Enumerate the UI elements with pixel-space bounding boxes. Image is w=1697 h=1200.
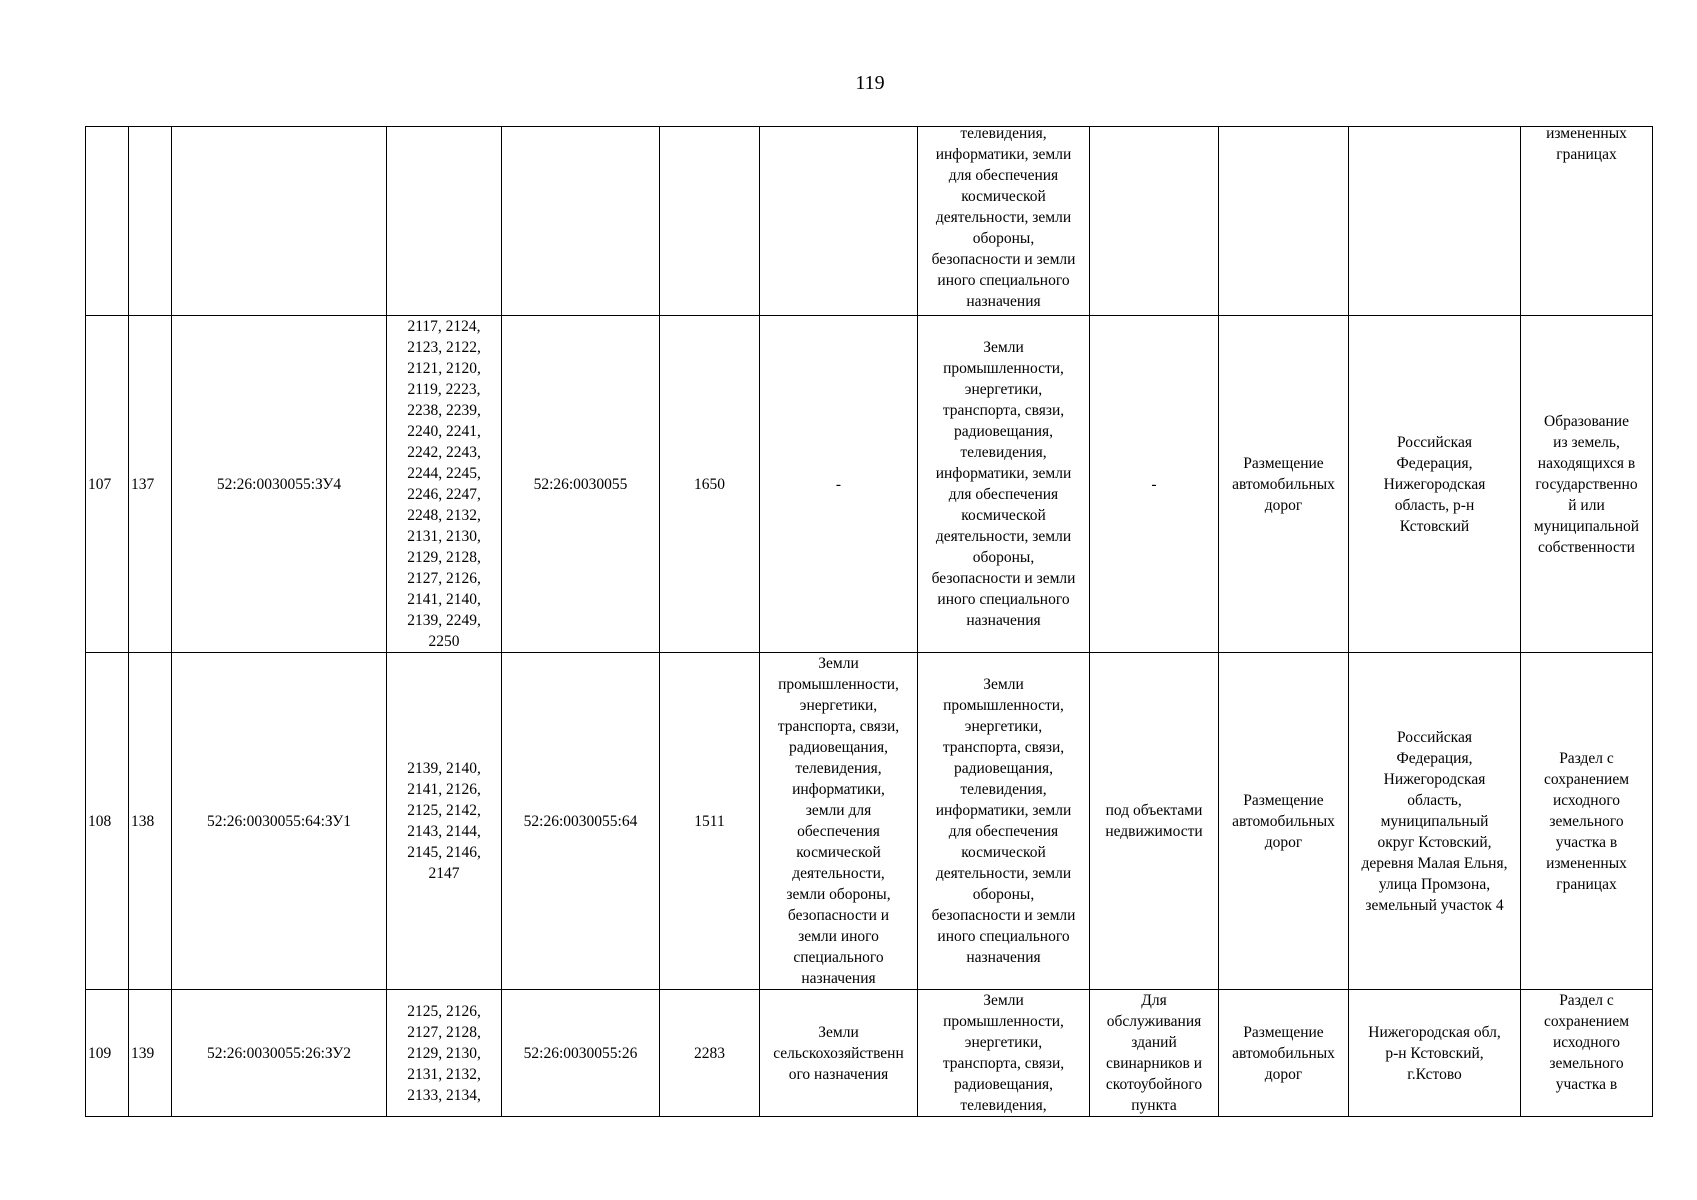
- land-category-before: -: [760, 316, 918, 653]
- plot-address: [1349, 316, 1521, 653]
- source-cadastral-number: [502, 127, 660, 316]
- permitted-use-after: [1219, 316, 1349, 653]
- permitted-use-after: [1219, 653, 1349, 990]
- land-category-before-text: Земли промышленности, энергетики, транспорта, связи, радиовещания, телевидения, информатики, земли для обеспечения космической деятельности, земли обороны, безопасности и земли иного специального назначения: [777, 655, 900, 987]
- boundary-points: [387, 127, 502, 316]
- plot-id: [129, 127, 172, 316]
- plot-address: [1349, 653, 1521, 990]
- land-category-before: [760, 127, 918, 316]
- formation-method: [1521, 316, 1653, 653]
- table-row: [86, 990, 1653, 1117]
- boundary-points-text: 2139, 2140, 2141, 2126, 2125, 2142, 2143, 2144, 2145, 2146, 2147: [407, 760, 481, 882]
- table-row: [86, 127, 1653, 316]
- source-cadastral-number: 52:26:0030055: [502, 316, 660, 653]
- formation-method-text: Раздел с сохранением исходного земельного участка в: [1543, 992, 1630, 1093]
- plot-address-text: Нижегородская обл, р-н Кстовский, г.Кстово: [1368, 1023, 1501, 1083]
- land-category-before: [760, 653, 918, 990]
- table-row: [86, 653, 1653, 990]
- land-category-after: [918, 653, 1090, 990]
- permitted-use-after-text: Размещение автомобильных дорог: [1232, 1023, 1335, 1083]
- plot-address-text: Российская Федерация, Нижегородская область, муниципальный округ Кстовский, деревня Малая Ельня, улица Промзона, земельный участок 4: [1361, 728, 1508, 914]
- permitted-use-after-text: Размещение автомобильных дорог: [1232, 454, 1335, 514]
- plot-address: [1349, 990, 1521, 1117]
- formation-method-text: измененных границах: [1546, 126, 1627, 163]
- permitted-use-before-text: под объектами недвижимости: [1105, 802, 1203, 840]
- plot-id: 137: [129, 316, 172, 653]
- boundary-points: [387, 316, 502, 653]
- cadastral-designation: 52:26:0030055:64:ЗУ1: [172, 653, 387, 990]
- boundary-points-text: 2125, 2126, 2127, 2128, 2129, 2130, 2131, 2132, 2133, 2134,: [407, 1002, 481, 1104]
- table-row: [86, 316, 1653, 653]
- plot-address-text: Российская Федерация, Нижегородская область, р-н Кстовский: [1383, 433, 1486, 535]
- land-category-before: [760, 990, 918, 1117]
- land-plots-table: [85, 126, 1653, 1117]
- permitted-use-before: -: [1090, 316, 1219, 653]
- permitted-use-after-text: Размещение автомобильных дорог: [1232, 791, 1335, 851]
- plot-area: 2283: [660, 990, 760, 1117]
- permitted-use-before: [1090, 990, 1219, 1117]
- land-category-after: [918, 127, 1090, 316]
- plot-area: [660, 127, 760, 316]
- permitted-use-before: [1090, 653, 1219, 990]
- row-number: 107: [86, 316, 129, 653]
- land-category-before-text: Земли сельскохозяйственн ого назначения: [773, 1023, 904, 1083]
- boundary-points: [387, 653, 502, 990]
- cadastral-designation: 52:26:0030055:26:ЗУ2: [172, 990, 387, 1117]
- formation-method-text: Раздел с сохранением исходного земельного участка в измененных границах: [1543, 749, 1630, 893]
- formation-method: [1521, 127, 1653, 316]
- permitted-use-after: [1219, 990, 1349, 1117]
- formation-method: [1521, 990, 1653, 1117]
- page-number: 119: [855, 72, 885, 94]
- row-number: 108: [86, 653, 129, 990]
- land-category-after: [918, 990, 1090, 1117]
- permitted-use-after: [1219, 127, 1349, 316]
- source-cadastral-number: 52:26:0030055:26: [502, 990, 660, 1117]
- plot-id: 138: [129, 653, 172, 990]
- row-number: [86, 127, 129, 316]
- cadastral-designation: [172, 127, 387, 316]
- boundary-points-text: 2117, 2124, 2123, 2122, 2121, 2120, 2119, 2223, 2238, 2239, 2240, 2241, 2242, 2243, 2244, 2245, 2246, 2247, 2248, 2132, 2131, 2130, 2129, 2128, 2127, 2126, 2141, 2140, 2139, 2249, 2250: [407, 318, 481, 650]
- permitted-use-before-text: Для обслуживания зданий свинарников и скотоубойного пункта: [1105, 992, 1203, 1114]
- land-category-after-text: Земли промышленности, энергетики, транспорта, связи, радиовещания, телевидения,: [942, 992, 1065, 1114]
- source-cadastral-number: 52:26:0030055:64: [502, 653, 660, 990]
- land-category-after-text: Земли промышленности, энергетики, транспорта, связи, радиовещания, телевидения, информатики, земли для обеспечения космической деятельности, земли обороны, безопасности и земли иного специального назначения: [931, 339, 1076, 629]
- plot-area: 1511: [660, 653, 760, 990]
- row-number: 109: [86, 990, 129, 1117]
- land-category-after-text: Земли промышленности, энергетики, транспорта, связи, радиовещания, телевидения, информатики, земли для обеспечения космической деятельности, земли обороны, безопасности и земли иного специального назначения: [931, 676, 1076, 966]
- formation-method-text: Образование из земель, находящихся в государственно й или муниципальной собственности: [1533, 412, 1640, 556]
- cadastral-designation: 52:26:0030055:ЗУ4: [172, 316, 387, 653]
- plot-address: [1349, 127, 1521, 316]
- permitted-use-before: [1090, 127, 1219, 316]
- plot-area: 1650: [660, 316, 760, 653]
- formation-method: [1521, 653, 1653, 990]
- land-category-after: [918, 316, 1090, 653]
- boundary-points: [387, 990, 502, 1117]
- plot-id: 139: [129, 990, 172, 1117]
- land-category-after-text: телевидения, информатики, земли для обеспечения космической деятельности, земли обороны, безопасности и земли иного специального назначения: [931, 126, 1076, 310]
